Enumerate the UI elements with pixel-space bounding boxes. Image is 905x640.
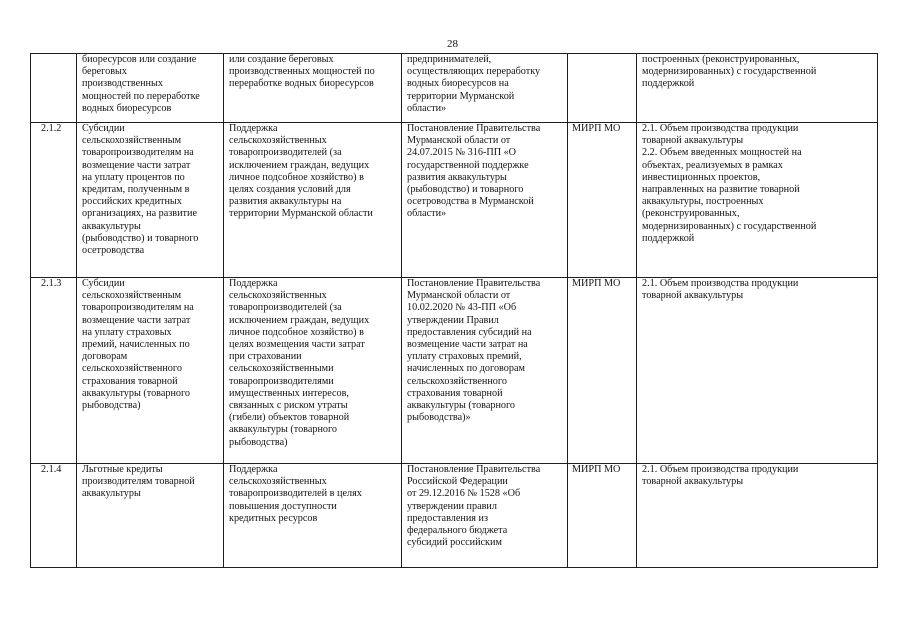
cell-number [31, 54, 77, 123]
cell-executor [568, 54, 637, 123]
cell-legal-act: предпринимателей, осуществляющих переработку водных биоресурсов на территории Мурманской области» [402, 54, 568, 123]
cell-indicators: построенных (реконструированных, модернизированных) с государственной поддержкой [637, 54, 878, 123]
cell-number: 2.1.2 [31, 123, 77, 278]
cell-legal-act: Постановление Правительства Мурманской области от 24.07.2015 № 316-ПП «О государственной поддержке развития аквакультуры (рыбоводство) и товарного осетроводства в Мурманской области» [402, 123, 568, 278]
table-row [31, 123, 878, 278]
cell-measure-name: Субсидии сельскохозяйственным товаропроизводителям на возмещение части затрат на уплату страховых премий, начисленных по договорам сельскохозяйственного страхования товарной аквакультуры (товарного рыбоводства) [77, 278, 224, 464]
cell-executor: МИРП МО [568, 278, 637, 464]
cell-executor: МИРП МО [568, 464, 637, 568]
cell-number: 2.1.3 [31, 278, 77, 464]
cell-measure-name: Субсидии сельскохозяйственным товаропроизводителям на возмещение части затрат на уплату процентов по кредитам, полученным в российских кредитных организациях, на развитие аквакультуры (рыбоводство) и товарного осетроводства [77, 123, 224, 278]
page-number: 28 [447, 38, 458, 50]
cell-purpose: Поддержка сельскохозяйственных товаропроизводителей (за исключением граждан, ведущих личное подсобное хозяйство) в целях создания условий для развития аквакультуры на территории Мурманской области [224, 123, 402, 278]
cell-purpose: или создание береговых производственных мощностей по переработке водных биоресурсов [224, 54, 402, 123]
table-row [31, 278, 878, 464]
cell-legal-act: Постановление Правительства Мурманской области от 10.02.2020 № 43-ПП «Об утверждении Правил предоставления субсидий на возмещение части затрат на уплату страховых премий, начисленных по договорам сельскохозяйственного страхования товарной аквакультуры (товарного рыбоводства)» [402, 278, 568, 464]
cell-measure-name: биоресурсов или создание береговых производственных мощностей по переработке водных биоресурсов [77, 54, 224, 123]
cell-legal-act: Постановление Правительства Российской Федерации от 29.12.2016 № 1528 «Об утверждении правил предоставления из федерального бюджета субсидий российским [402, 464, 568, 568]
cell-number: 2.1.4 [31, 464, 77, 568]
cell-executor: МИРП МО [568, 123, 637, 278]
cell-purpose: Поддержка сельскохозяйственных товаропроизводителей в целях повышения доступности кредитных ресурсов [224, 464, 402, 568]
cell-purpose: Поддержка сельскохозяйственных товаропроизводителей (за исключением граждан, ведущих личное подсобное хозяйство) в целях возмещения части затрат при страховании сельскохозяйственными товаропроизводителями имущественных интересов, связанных с риском утраты (гибели) объектов товарной аквакультуры (товарного рыбоводства) [224, 278, 402, 464]
cell-indicators: 2.1. Объем производства продукции товарной аквакультуры [637, 464, 878, 568]
cell-indicators: 2.1. Объем производства продукции товарной аквакультуры 2.2. Объем введенных мощностей на объектах, реализуемых в рамках инвестиционных проектов, направленных на развитие товарной аквакультуры, построенных (реконструированных, модернизированных) с государственной поддержкой [637, 123, 878, 278]
cell-indicators: 2.1. Объем производства продукции товарной аквакультуры [637, 278, 878, 464]
table-row [31, 54, 878, 123]
cell-measure-name: Льготные кредиты производителям товарной аквакультуры [77, 464, 224, 568]
table-row [31, 464, 878, 568]
measures-table [30, 53, 878, 568]
